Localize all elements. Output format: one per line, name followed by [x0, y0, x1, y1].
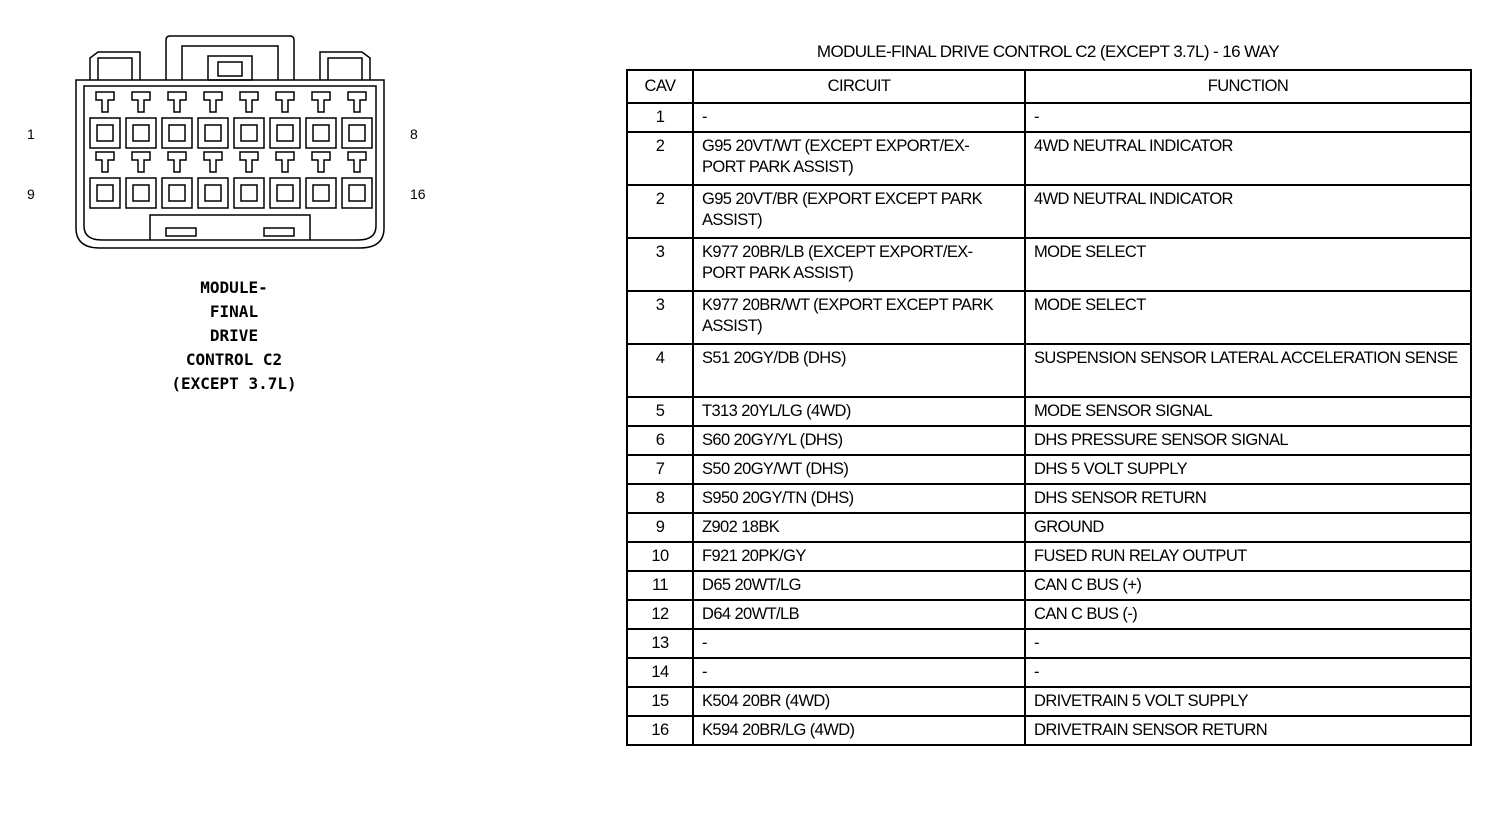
cell-function: DHS 5 VOLT SUPPLY [1025, 455, 1471, 484]
cell-circuit: D64 20WT/LB [693, 600, 1025, 629]
cell-function: DHS SENSOR RETURN [1025, 484, 1471, 513]
cell-cav: 7 [627, 455, 693, 484]
table-row [627, 344, 1471, 397]
header-cav: CAV [627, 70, 693, 103]
table-row [627, 238, 1471, 291]
cell-circuit: - [693, 103, 1025, 132]
cell-cav: 13 [627, 629, 693, 658]
cell-circuit: K594 20BR/LG (4WD) [693, 716, 1025, 745]
cell-function: DRIVETRAIN 5 VOLT SUPPLY [1025, 687, 1471, 716]
table-row [627, 185, 1471, 238]
cell-function: MODE SELECT [1025, 238, 1471, 291]
cell-function: 4WD NEUTRAL INDICATOR [1025, 132, 1471, 185]
cell-circuit: K504 20BR (4WD) [693, 687, 1025, 716]
cell-cav: 8 [627, 484, 693, 513]
table-row [627, 397, 1471, 426]
cell-cav: 4 [627, 344, 693, 397]
pin-label-bottom-left: 9 [27, 186, 35, 202]
cell-cav: 16 [627, 716, 693, 745]
cell-function: CAN C BUS (-) [1025, 600, 1471, 629]
table-row [627, 600, 1471, 629]
pinout-table [626, 69, 1472, 746]
cell-function: CAN C BUS (+) [1025, 571, 1471, 600]
table-row [627, 484, 1471, 513]
cell-cav: 3 [627, 291, 693, 344]
cell-function: 4WD NEUTRAL INDICATOR [1025, 185, 1471, 238]
cell-circuit: K977 20BR/LB (EXCEPT EXPORT/EX- PORT PARK ASSIST) [693, 238, 1025, 291]
table-row [627, 716, 1471, 745]
cell-function: - [1025, 658, 1471, 687]
connector-label-line: FINAL [209, 302, 259, 321]
cell-circuit: S51 20GY/DB (DHS) [693, 344, 1025, 397]
table-row [627, 658, 1471, 687]
cell-cav: 1 [627, 103, 693, 132]
table-row [627, 132, 1471, 185]
cell-function: GROUND [1025, 513, 1471, 542]
cell-function: MODE SENSOR SIGNAL [1025, 397, 1471, 426]
connector-label [134, 276, 334, 396]
header-circuit: CIRCUIT [693, 70, 1025, 103]
table-row [627, 426, 1471, 455]
table-row [627, 291, 1471, 344]
table-row [627, 571, 1471, 600]
cell-function: MODE SELECT [1025, 291, 1471, 344]
table-row [627, 103, 1471, 132]
cell-function: - [1025, 629, 1471, 658]
table-row [627, 455, 1471, 484]
table-row [627, 687, 1471, 716]
cell-cav: 15 [627, 687, 693, 716]
cell-circuit: Z902 18BK [693, 513, 1025, 542]
cell-function: DHS PRESSURE SENSOR SIGNAL [1025, 426, 1471, 455]
cell-circuit: K977 20BR/WT (EXPORT EXCEPT PARK ASSIST) [693, 291, 1025, 344]
cell-circuit: - [693, 629, 1025, 658]
cell-cav: 2 [627, 132, 693, 185]
cell-circuit: S60 20GY/YL (DHS) [693, 426, 1025, 455]
table-row [627, 513, 1471, 542]
pin-label-bottom-right: 16 [410, 186, 426, 202]
table-header-row [627, 70, 1471, 103]
cell-circuit: T313 20YL/LG (4WD) [693, 397, 1025, 426]
table-row [627, 542, 1471, 571]
cell-cav: 2 [627, 185, 693, 238]
cell-circuit: F921 20PK/GY [693, 542, 1025, 571]
table-title: MODULE-FINAL DRIVE CONTROL C2 (EXCEPT 3.7L) - 16 WAY [816, 42, 1280, 61]
cell-function: - [1025, 103, 1471, 132]
cell-cav: 3 [627, 238, 693, 291]
connector-label-line: CONTROL C2 [185, 350, 283, 369]
cell-cav: 6 [627, 426, 693, 455]
cell-cav: 9 [627, 513, 693, 542]
cell-circuit: D65 20WT/LG [693, 571, 1025, 600]
cell-circuit: - [693, 658, 1025, 687]
cell-circuit: G95 20VT/BR (EXPORT EXCEPT PARK ASSIST) [693, 185, 1025, 238]
cell-circuit: S50 20GY/WT (DHS) [693, 455, 1025, 484]
table-row [627, 629, 1471, 658]
cell-cav: 12 [627, 600, 693, 629]
connector-diagram [0, 0, 460, 260]
pin-label-top-right: 8 [410, 126, 418, 142]
cell-cav: 5 [627, 397, 693, 426]
cell-function: SUSPENSION SENSOR LATERAL ACCELERATION SENSE [1025, 344, 1471, 397]
cell-cav: 10 [627, 542, 693, 571]
cell-cav: 11 [627, 571, 693, 600]
connector-label-line: DRIVE [209, 326, 259, 345]
cell-function: DRIVETRAIN SENSOR RETURN [1025, 716, 1471, 745]
header-function: FUNCTION [1025, 70, 1471, 103]
connector-label-line: (EXCEPT 3.7L) [171, 374, 297, 393]
cell-function: FUSED RUN RELAY OUTPUT [1025, 542, 1471, 571]
cell-circuit: S950 20GY/TN (DHS) [693, 484, 1025, 513]
cell-cav: 14 [627, 658, 693, 687]
cell-circuit: G95 20VT/WT (EXCEPT EXPORT/EX- PORT PARK ASSIST) [693, 132, 1025, 185]
connector-label-line: MODULE- [200, 278, 268, 297]
pin-label-top-left: 1 [27, 126, 35, 142]
